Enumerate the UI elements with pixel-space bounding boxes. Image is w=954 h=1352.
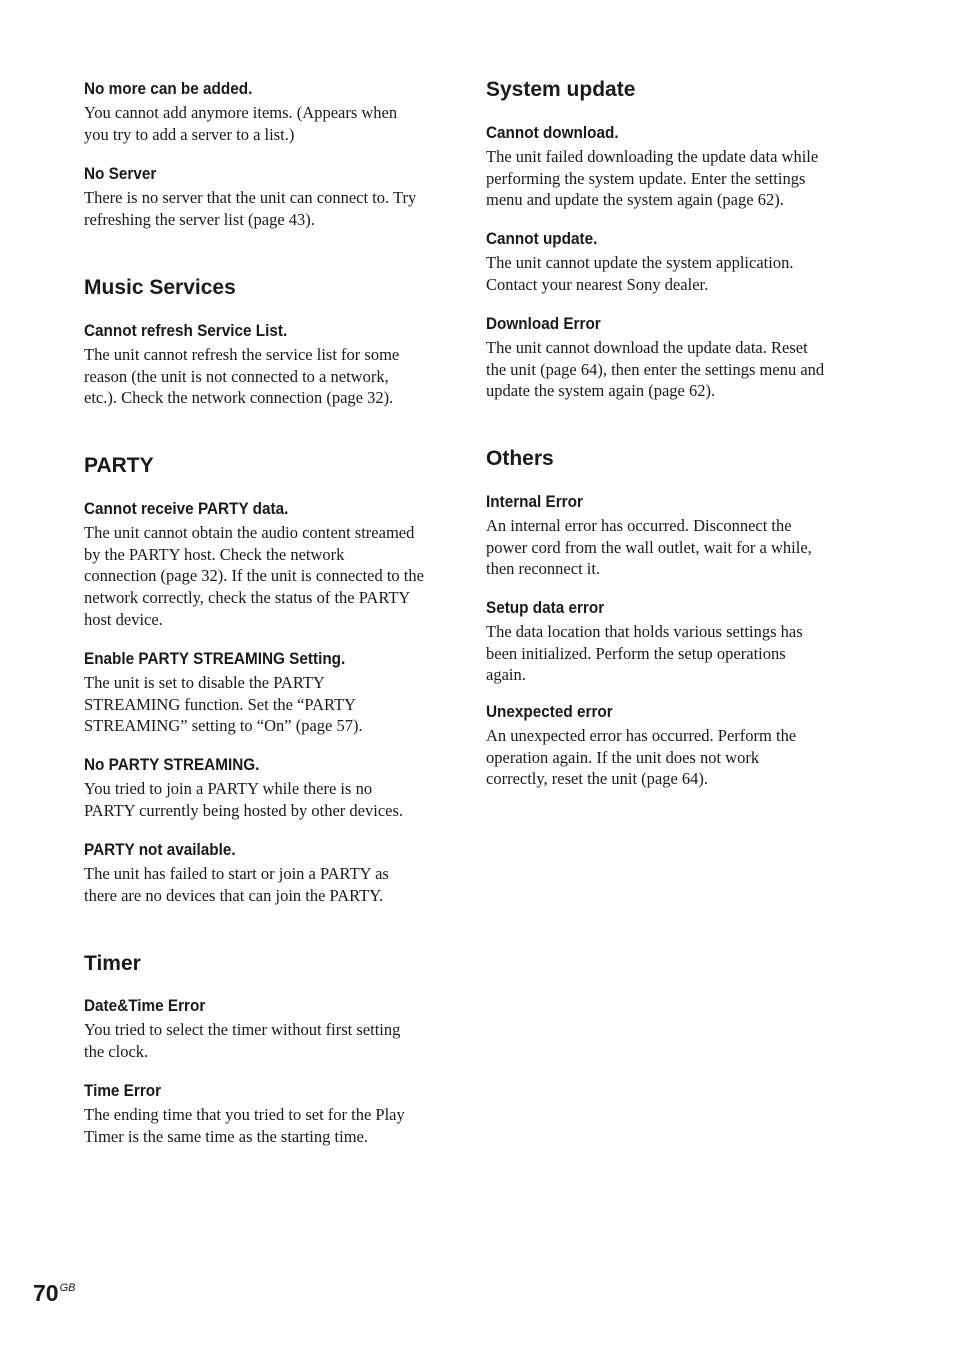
entry-description: The unit is set to disable the PARTY STREAMING function. Set the “PARTY STREAMING” setting to “On” (page 57).	[84, 673, 363, 736]
entry-date-time-error	[84, 995, 456, 1062]
entry-description: There is no server that the unit can connect to. Try refreshing the server list (page 43).	[84, 188, 417, 229]
entry-description: The unit cannot obtain the audio content streamed by the PARTY host. Check the network connection (page 32). If the unit is connected to the network correctly, check the status of the PARTY host device.	[84, 523, 424, 629]
entry-description: The unit cannot refresh the service list for some reason (the unit is not connected to a network, etc.). Check the network connection (page 32).	[84, 345, 400, 408]
section-title-others: Others	[486, 447, 554, 470]
entry-party-not-available	[84, 839, 456, 906]
entry-description: You cannot add anymore items. (Appears when you try to add a server to a list.)	[84, 103, 398, 144]
entry-description: The unit has failed to start or join a PARTY as there are no devices that can join the PARTY.	[84, 864, 389, 905]
entry-description: The unit cannot download the update data. Reset the unit (page 64), then enter the settings menu and update the system again (page 62).	[486, 338, 825, 401]
entry-no-more-can-be-added	[84, 78, 456, 145]
entry-enable-party-streaming-setting	[84, 648, 456, 737]
entry-description: You tried to join a PARTY while there is no PARTY currently being hosted by other devices.	[84, 779, 404, 820]
entry-title: No PARTY STREAMING.	[84, 755, 260, 774]
entry-description: The unit failed downloading the update data while performing the system update. Enter the settings menu and update the system again (page 62).	[486, 147, 819, 210]
entry-title: Setup data error	[486, 598, 605, 617]
entry-internal-error	[486, 491, 858, 580]
entry-title: Cannot refresh Service List.	[84, 321, 288, 340]
entry-title: Enable PARTY STREAMING Setting.	[84, 649, 346, 668]
entry-cannot-update	[486, 228, 858, 295]
entry-description: You tried to select the timer without first setting the clock.	[84, 1020, 401, 1061]
entry-download-error	[486, 313, 858, 402]
entry-description: An unexpected error has occurred. Perform the operation again. If the unit does not work correctly, reset the unit (page 64).	[486, 726, 797, 789]
entry-title: Cannot update.	[486, 229, 598, 248]
entry-unexpected-error	[486, 701, 858, 790]
entry-cannot-refresh-service-list	[84, 320, 456, 409]
entry-title: Date&Time Error	[84, 996, 206, 1015]
page-number	[33, 1279, 76, 1312]
entry-title: Cannot download.	[486, 123, 619, 142]
entry-cannot-receive-party-data	[84, 498, 456, 631]
entry-setup-data-error	[486, 597, 858, 686]
section-title-party: PARTY	[84, 454, 154, 477]
entry-description: The ending time that you tried to set for the Play Timer is the same time as the starting time.	[84, 1105, 405, 1146]
entry-no-party-streaming	[84, 754, 456, 821]
entry-cannot-download	[486, 122, 858, 211]
page-number-value: 70	[33, 1280, 59, 1306]
entry-title: Time Error	[84, 1081, 162, 1100]
entry-title: PARTY not available.	[84, 840, 236, 859]
entry-time-error	[84, 1080, 456, 1147]
entry-title: Unexpected error	[486, 702, 613, 721]
entry-title: No more can be added.	[84, 79, 253, 98]
section-title-timer: Timer	[84, 952, 141, 975]
entry-title: Cannot receive PARTY data.	[84, 499, 289, 518]
page-number-suffix: GB	[59, 1282, 76, 1294]
entry-description: The unit cannot update the system application. Contact your nearest Sony dealer.	[486, 253, 794, 294]
entry-no-server	[84, 163, 456, 230]
entry-description: The data location that holds various settings has been initialized. Perform the setup operations again.	[486, 622, 803, 685]
entry-title: Internal Error	[486, 492, 583, 511]
entry-title: No Server	[84, 164, 157, 183]
entry-description: An internal error has occurred. Disconnect the power cord from the wall outlet, wait for a while, then reconnect it.	[486, 516, 812, 579]
section-title-music-services: Music Services	[84, 276, 236, 299]
entry-title: Download Error	[486, 314, 601, 333]
section-title-system-update: System update	[486, 78, 636, 101]
